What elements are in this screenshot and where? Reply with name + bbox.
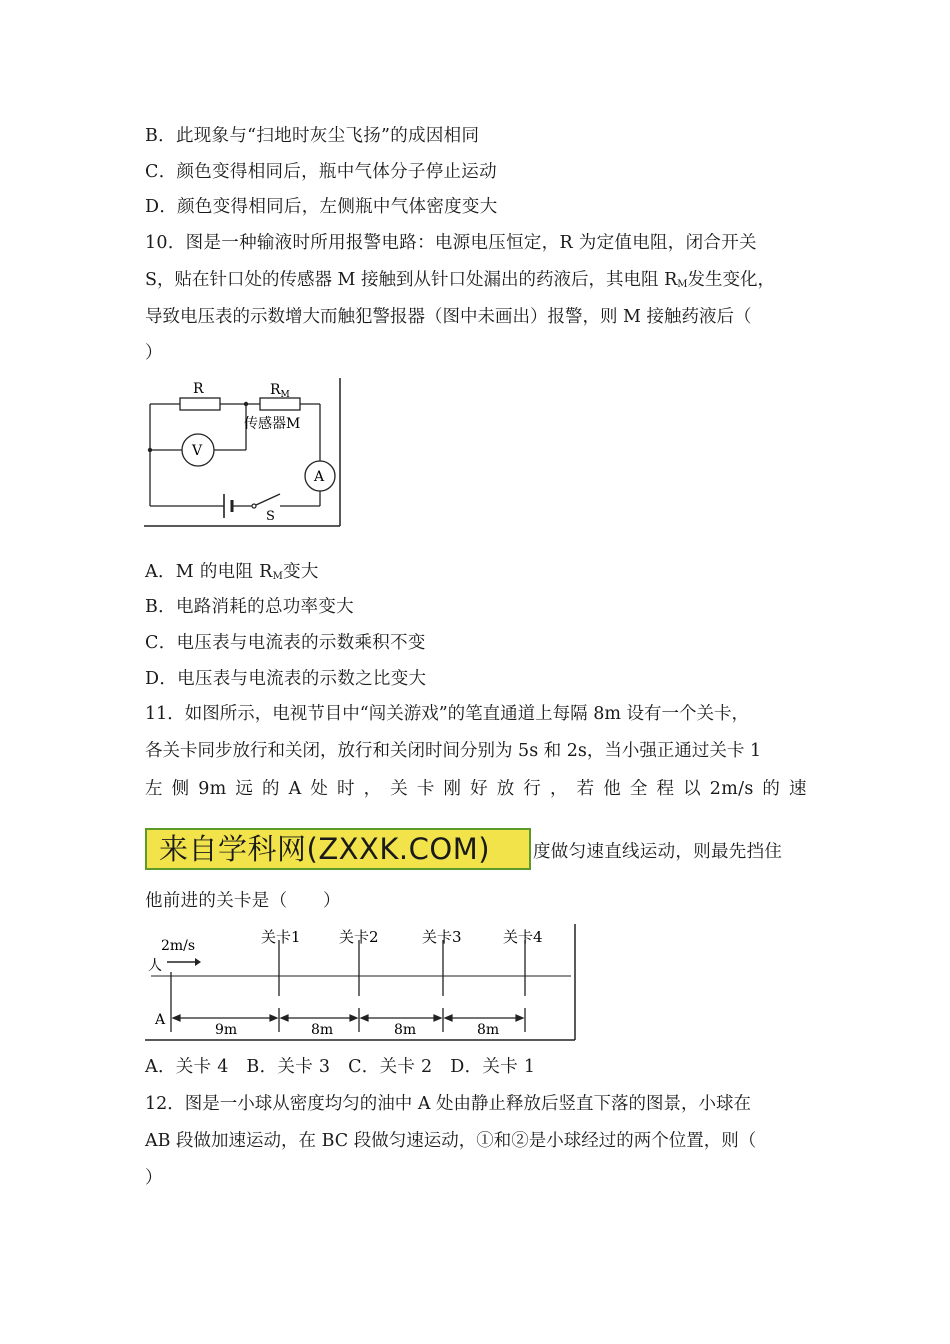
resistor-r bbox=[180, 398, 220, 410]
q11-line3-token: 处 bbox=[310, 779, 329, 799]
q11-line3-token: 若 bbox=[576, 779, 595, 799]
q10-option-a-subscript: M bbox=[272, 571, 284, 582]
q10-stem-line4: ） bbox=[145, 343, 163, 363]
q11-stem-line5: 他前进的关卡是（ ） bbox=[145, 891, 341, 911]
distance-8m-2: 8m bbox=[394, 1022, 417, 1038]
q11-stem-line1: 11．如图所示，电视节目中“闯关游戏”的笔直通道上每隔 8m 设有一个关卡， bbox=[145, 704, 750, 724]
q11-line3-token: 的 bbox=[762, 779, 781, 799]
q11-track-figure bbox=[143, 922, 579, 1044]
q11-line3-token: 行 bbox=[523, 779, 542, 799]
label-v: V bbox=[192, 443, 203, 459]
q10-option-a-tail: 变大 bbox=[283, 562, 319, 582]
q11-stem-line4: 度做匀速直线运动，则最先挡住 bbox=[533, 842, 783, 862]
q11-line3-token: A bbox=[288, 779, 302, 799]
q11-line3-token: 时 bbox=[337, 779, 355, 799]
q11-line3-token: 速 bbox=[789, 779, 807, 799]
point-a-label: A bbox=[155, 1012, 166, 1028]
q11-line3-token: 远 bbox=[235, 779, 254, 799]
gate-2-label: 关卡2 bbox=[339, 928, 379, 946]
q11-line3-token: ， bbox=[363, 779, 382, 799]
q11-line3-token: 卡 bbox=[416, 779, 435, 799]
q11-line3-token: 刚 bbox=[443, 779, 462, 799]
gate-1-label: 关卡1 bbox=[261, 928, 301, 946]
label-rm: $R_M$ bbox=[270, 382, 290, 400]
arrow-head bbox=[195, 958, 201, 966]
q11-line3-token: 关 bbox=[390, 779, 409, 799]
q11-stem-line3 bbox=[145, 777, 807, 801]
distance-8m-1: 8m bbox=[311, 1022, 334, 1038]
q11-line3-token: 左 bbox=[145, 779, 163, 799]
q9-option-c: C．颜色变得相同后，瓶中气体分子停止运动 bbox=[145, 162, 497, 182]
q9-option-b: B．此现象与“扫地时灰尘飞扬”的成因相同 bbox=[145, 126, 480, 146]
speed-label: 2m/s bbox=[161, 938, 196, 954]
watermark-banner: 来自学科网(ZXXK.COM) bbox=[145, 828, 531, 870]
q10-stem-line1: 10．图是一种输液时所用报警电路：电源电压恒定，R 为定值电阻，闭合开关 bbox=[145, 233, 757, 253]
q10-circuit-figure bbox=[140, 374, 350, 530]
q11-line3-token: 9m bbox=[198, 779, 227, 799]
q11-line3-token: 程 bbox=[656, 779, 675, 799]
gate-3-label: 关卡3 bbox=[422, 928, 462, 946]
q10-rm-subscript: M bbox=[677, 279, 688, 290]
q11-line3-token: 放 bbox=[496, 779, 515, 799]
q10-option-b: B．电路消耗的总功率变大 bbox=[145, 597, 354, 617]
label-r: R bbox=[193, 381, 204, 397]
q10-option-a-text: A．M 的电阻 R bbox=[145, 562, 273, 582]
q10-stem-line2-text: S，贴在针口处的传感器 M 接触到从针口处漏出的药液后，其电阻 R bbox=[145, 270, 678, 290]
q11-line3-token: 全 bbox=[629, 779, 648, 799]
q11-options: A．关卡 4 B．关卡 3 C．关卡 2 D．关卡 1 bbox=[145, 1057, 536, 1077]
label-a: A bbox=[314, 469, 325, 485]
label-s: S bbox=[266, 509, 275, 524]
gate-4-label: 关卡4 bbox=[503, 928, 543, 946]
distance-9m: 9m bbox=[215, 1022, 238, 1038]
q12-stem-line1: 12．图是一小球从密度均匀的油中 A 处由静止释放后竖直下落的图景，小球在 bbox=[145, 1094, 752, 1114]
q10-stem-line2 bbox=[145, 268, 775, 297]
q12-stem-line3: ） bbox=[145, 1168, 163, 1188]
q9-option-d: D．颜色变得相同后，左侧瓶中气体密度变大 bbox=[145, 197, 498, 217]
q10-stem-line2-tail: 发生变化， bbox=[687, 270, 776, 290]
switch-pivot bbox=[252, 504, 256, 508]
q10-option-d: D．电压表与电流表的示数之比变大 bbox=[145, 669, 427, 689]
dimension-arrows bbox=[173, 1015, 523, 1021]
q11-line3-token: 侧 bbox=[171, 779, 190, 799]
q11-line3-token: 好 bbox=[470, 779, 488, 799]
q11-line3-token: ， bbox=[550, 779, 568, 799]
label-sensor-m: 传感器M bbox=[244, 416, 301, 432]
q10-option-a bbox=[145, 560, 319, 589]
person-label: 人 bbox=[148, 958, 162, 974]
q11-line3-token: 以 bbox=[683, 779, 701, 799]
switch-lever bbox=[256, 494, 280, 505]
q11-line3-token: 的 bbox=[262, 779, 280, 799]
distance-8m-3: 8m bbox=[477, 1022, 500, 1038]
q11-stem-line2: 各关卡同步放行和关闭，放行和关闭时间分别为 5s 和 2s，当小强正通过关卡 1 bbox=[145, 741, 762, 761]
q10-stem-line3: 导致电压表的示数增大而触犯警报器（图中未画出）报警，则 M 接触药液后（ bbox=[145, 307, 752, 327]
q10-option-c: C．电压表与电流表的示数乘积不变 bbox=[145, 633, 426, 653]
q11-line3-token: 他 bbox=[603, 779, 622, 799]
q11-line3-token: 2m/s bbox=[709, 779, 754, 799]
q12-stem-line2: AB 段做加速运动，在 BC 段做匀速运动，①和②是小球经过的两个位置，则（ bbox=[145, 1131, 757, 1151]
